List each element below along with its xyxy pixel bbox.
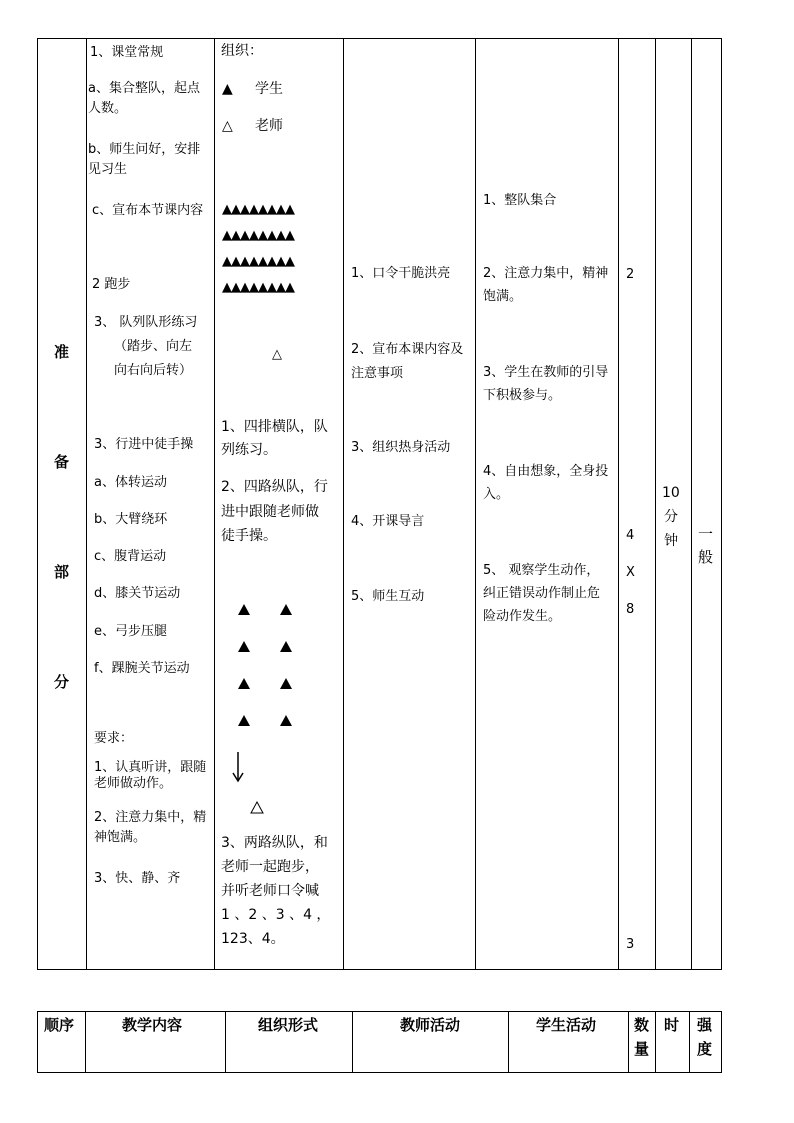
teacher-activity-item: 4、开课导言 xyxy=(351,514,425,529)
student-row-formation: ▲▲▲▲▲▲▲▲ xyxy=(222,280,294,295)
exercise-item: a、体转运动 xyxy=(94,475,167,490)
student-triangle-icon xyxy=(280,641,292,652)
student-row-formation: ▲▲▲▲▲▲▲▲ xyxy=(222,228,294,243)
student-symbol-icon: ▲ xyxy=(222,81,233,97)
student-activity-item-cont: 纠正错误动作制止危 xyxy=(483,586,601,601)
teacher-activity-item: 1、口令干脆洪亮 xyxy=(351,266,451,281)
exercise-item: f、踝腕关节运动 xyxy=(94,661,190,676)
section-char: 部 xyxy=(54,563,70,581)
requirement-item-cont: 神饱满。 xyxy=(94,830,147,845)
time-value: 10 xyxy=(662,485,680,501)
header-quantity: 数 xyxy=(634,1016,650,1034)
organization-note-cont: 徒手操。 xyxy=(221,528,277,544)
quantity-value: 4 xyxy=(626,528,635,543)
header-time: 时 xyxy=(664,1016,680,1034)
requirement-item: 1、认真听讲，跟随 xyxy=(94,760,207,775)
exercise-item: d、膝关节运动 xyxy=(94,586,181,601)
student-activity-item-cont: 下积极参与。 xyxy=(483,388,562,403)
section-char: 准 xyxy=(54,343,70,361)
section-char: 备 xyxy=(54,453,70,471)
organization-note-cont: 进中跟随老师做 xyxy=(221,504,319,520)
intensity-value: 一 xyxy=(698,525,714,543)
header-organization: 组织形式 xyxy=(258,1016,319,1034)
exercise-item: c、腹背运动 xyxy=(94,549,167,564)
teacher-activity-item: 3、组织热身活动 xyxy=(351,440,451,455)
direction-arrow-icon xyxy=(230,750,246,784)
student-activity-item: 4、自由想象，全身投 xyxy=(483,464,609,479)
student-row-formation: ▲▲▲▲▲▲▲▲ xyxy=(222,254,294,269)
teacher-triangle-icon xyxy=(250,801,264,814)
student-triangle-icon xyxy=(238,678,250,689)
time-unit: 分 xyxy=(664,509,678,525)
student-activity-item-cont: 险动作发生。 xyxy=(483,609,562,624)
student-activity-item: 1、整队集合 xyxy=(483,193,557,208)
content-queue-detail: 向右向后转） xyxy=(114,363,193,378)
quantity-value: 3 xyxy=(626,937,635,952)
student-activity-item-cont: 饱满。 xyxy=(483,289,523,304)
header-content: 教学内容 xyxy=(122,1016,183,1034)
student-triangle-icon xyxy=(238,641,250,652)
organization-note: 1、四排横队，队 xyxy=(221,419,328,435)
intensity-value: 般 xyxy=(698,548,714,566)
header-teacher-activity: 教师活动 xyxy=(400,1016,461,1034)
requirement-item-cont: 老师做动作。 xyxy=(94,776,173,791)
organization-note: 2、四路纵队，行 xyxy=(221,479,328,495)
organization-note-cont: 1 、2 、3 、4 ， xyxy=(221,907,331,923)
student-activity-item: 5、 观察学生动作， xyxy=(483,563,600,578)
quantity-value: 8 xyxy=(626,602,635,617)
student-triangle-icon xyxy=(280,604,292,615)
requirement-item: 2、注意力集中，精 xyxy=(94,810,207,825)
content-item-c: c、宣布本节课内容 xyxy=(92,203,204,218)
content-march: 3、行进中徒手操 xyxy=(94,437,194,452)
quantity-value: X xyxy=(626,565,635,580)
organization-title: 组织： xyxy=(221,43,263,59)
exercise-item: b、大臂绕环 xyxy=(94,512,168,527)
exercise-item: e、弓步压腿 xyxy=(94,624,167,639)
requirement-item: 3、快、静、齐 xyxy=(94,871,181,886)
content-run: 2 跑步 xyxy=(92,277,131,292)
teacher-activity-item: 5、师生互动 xyxy=(351,589,425,604)
student-triangle-icon xyxy=(280,678,292,689)
content-routine: 1、课堂常规 xyxy=(90,45,164,60)
student-triangle-icon xyxy=(280,715,292,726)
student-activity-item: 3、学生在教师的引导 xyxy=(483,365,609,380)
student-triangle-icon xyxy=(238,715,250,726)
content-queue-detail: （踏步、向左 xyxy=(114,339,193,354)
teacher-symbol-icon: △ xyxy=(222,118,233,134)
teacher-activity-item: 2、宣布本课内容及 xyxy=(351,342,464,357)
student-activity-item: 2、注意力集中，精神 xyxy=(483,266,609,281)
content-queue: 3、 队列队形练习 xyxy=(94,315,198,330)
content-item-a-cont: 人数。 xyxy=(88,101,128,116)
time-unit: 钟 xyxy=(664,533,678,549)
header-intensity: 强 xyxy=(697,1016,713,1034)
teacher-position-icon: △ xyxy=(272,347,282,362)
organization-note-cont: 老师一起跑步， xyxy=(221,859,319,875)
legend-teacher-label: 老师 xyxy=(255,118,283,134)
legend-student-label: 学生 xyxy=(255,81,283,97)
header-student-activity: 学生活动 xyxy=(536,1016,597,1034)
content-item-b-cont: 见习生 xyxy=(88,162,128,177)
student-activity-item-cont: 入。 xyxy=(483,487,510,502)
organization-note: 3、两路纵队，和 xyxy=(221,835,328,851)
teacher-activity-item-cont: 注意事项 xyxy=(351,366,404,381)
student-row-formation: ▲▲▲▲▲▲▲▲ xyxy=(222,202,294,217)
section-char: 分 xyxy=(54,673,70,691)
header-order: 顺序 xyxy=(44,1016,75,1034)
organization-note-cont: 列练习。 xyxy=(221,442,277,458)
quantity-value: 2 xyxy=(626,267,635,282)
organization-note-cont: 并听老师口令喊 xyxy=(221,883,319,899)
content-item-a: a、集合整队，起点 xyxy=(88,81,200,96)
header-intensity-cont: 度 xyxy=(697,1040,713,1058)
requirements-title: 要求： xyxy=(94,731,134,746)
student-triangle-icon xyxy=(238,604,250,615)
header-quantity-cont: 量 xyxy=(634,1040,650,1058)
organization-note-cont: 123、4。 xyxy=(221,931,285,947)
content-item-b: b、师生问好，安排 xyxy=(88,142,201,157)
